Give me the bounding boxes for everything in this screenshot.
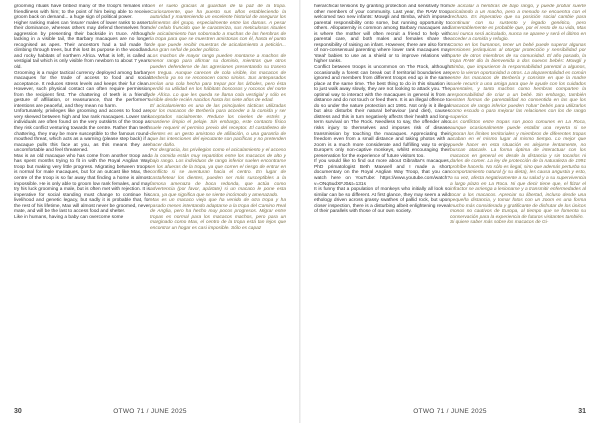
magazine-issue: OTWO 71 / JUNE 2025 [413, 408, 487, 415]
english-paragraph: It is funny that a population of monkeys who initially all look so similar can be so different. At first glance, they may seem a wild ethology driven across grassy swathes of pallid rock, but upon closer inspection, there is a disturbing albeit enlightening reveal of their parallels with those of our own society. [314, 187, 450, 215]
magazine-issue: OTWO 71 / JUNE 2025 [113, 408, 187, 415]
english-column [14, 4, 150, 402]
english-paragraph: grooming rituals have bribed many of the troop's females into friendliness with him; to the point of him being able to receive groom back on demand... a huge sign of political power. [14, 4, 150, 21]
spanish-paragraph: Si quiere saber más sobre los macacos de Gi- [450, 220, 549, 226]
spanish-paragraph: Los machos de mayor rango pueden montarse a machos de menor rango para afirmar su dominio, mientras que otros pueden defenderse de las agresiones presentando su trasero en tregua. Aunque carecen de cola visible, los macacos de Berbería ya no se reconocen como simios. Sus antepasados tenían una cola hecha para trepar por los árboles, pero ésta perdió su utilidad en los hábitats boscosos y rocosos del norte de África. Lo que les queda se llama cola vestigial y sólo es visible desde recién nacidos hasta los siete años de edad. [150, 53, 286, 104]
english-paragraph: Conflict between troops is uncommon on The Rock, although occasionally a forest can break out if territorial boundaries are ignored and members from different troops end up in the same place at the same time. The best thing to do in this situation is to just walk away slowly, they are not looking to attack you. The optimal way to interact with the macaques in general is from a distance and do not touch or feed them. It is an illegal offence to do so under the nature protection act 1991. Not only is it illegal but also disturbs their natural behaviour (and diet), causes distress and this in turn negatively affects their health and long-term survival on The Rock. Needless to say, the offender also risks injury to themselves and imposes risk of disease transmission by touching the macaques. Appreciating their freedom even from a small distance and taking photos with a zoom is a much more considerate and fulfilling way to enjoy Europe's only non-captive monkeys, whilst encouraging their preservation for the experience of future visitors too. [314, 65, 450, 159]
spanish-paragraph: El acicalamiento es una de las principales tácticas utilizadas por los macacos de Berbería para acceder a la comida y ser aceptados socialmente. Reduce los niveles de estrés y mantiene limpio el pelaje. Sin embargo, este contacto físico suele requerir el permiso previo del receptor. El castañeteo de dientes es un gesto amistoso de afiliación, o una garantía de que las intenciones del ejecutante son pacíficas y no pretenden hacer daño. [150, 103, 286, 148]
spanish-paragraph: Como en los humanos, tener un bebé puede superar algunas tensiones jerárquicas al otorgar protección y sensibilidad por parte de otros miembros de su comunidad. El año pasado, la tropa RAW dio la bienvenida a dos nuevos bebés: Mowgli y Bimba, que impusieron la responsabilidad parental a algunos, pero la vieron oportunidad a otros. La aloparentalidad es común entre los macacos de Berbería y consiste en que la madre suele recurrir a una amiga para que le ayude con los cuidados parentales, y tanto machos como hembras comparten la responsabilidad de criar a un bebé. Sin embargo, también existen formas de parentalidad no consentida en las que los macacos de rango inferior pueden 'robar' bebés para utilizarlos como escudo o para mejorar las relaciones con los de rango superior. [450, 42, 586, 120]
right-page [300, 0, 600, 423]
english-paragraph: hierarchical tensions by granting protection and sensitivity from other members of your community. Last year, the RAW troop welcomed two new infants: Mowgli and Bimba, which imposed parental responsibility onto some, but running opportunity to others. Allopaternity is common among Barbary macaques and is where the mother will often recruit a friend to help with parental care, and both males and females share the responsibility of raising an infant. However, there are also forms of non-consensual parenting where lower rank macaques may 'steal' babies to use as a shield or to improve relations with higher ranks. [314, 4, 450, 65]
spanish-paragraph: Max es un macaco viejo que ha venido de otra tropa y ha pasado meses intentando adaptarse a la tropa del Camino Real de Anglia, pero ha hecho muy pocos progresos. Migrar entre tropas es normal para los macacos machos, pero para un marginado como Max, el centro de la tropa está tan lejos que encontrar un hogar es casi imposible. Sólo es capaz [150, 198, 286, 231]
spanish-paragraph: Los conflictos entre tropas son poco comunes en La Roca, aunque ocasionalmente puede estallar una reyerta si se ignoran los límites territoriales y miembros de diferentes tropas acaban en el mismo lugar al mismo tiempo. Lo mejor que puede hacer en esta situación es alejarse lentamente, no buscan atacarle. La forma óptima de interactuar con los macacos en general es desde la distancia y sin tocarlos ni darles de comer. La ley de protección de la naturaleza de 1991 prohíbe hacerlo. No sólo es ilegal, sino que además perturba su comportamiento natural (y su dieta), les causa angustia y esto, a su vez, afecta negativamente a su salud y a su supervivencia a largo plazo en La Roca. Ni que decir tiene que, el ftizar el infractor se arriesga a lesionarse y a transmitir enfermedades al tocar a los macacos. Apreciar su libertad, incluso desde una pequeña distancia, y tomar fotos con un zoom es una forma mucho más considerada y gratificante de disfrutar de los únicos monos no cautivos de Europa, al tiempo que se fomenta su conservación para la experiencia de futuros visitantes también. [450, 120, 586, 220]
page-number: 31 [578, 408, 586, 415]
page-number: 30 [14, 408, 22, 415]
english-paragraph: Unfortunately, privileges like grooming and access to food are very skewed between high and low rank macaques. Lower rank individuals are often found on the very outskirts of the troop as they risk conflict venturing towards the centre. Rather than teeth chattering, they may be more susceptible to the famous round-mouthed threat, which acts as a warning (please step back) if a macaque pulls this face at you, as this means they are uncomfortable and feel threatened. [14, 109, 150, 154]
spanish-column [150, 4, 286, 402]
spanish-paragraph: Por desgracia, los privilegios como el acicalamiento y el acceso a la comida están muy repartidos entre los macacos de alto y bajo rango. Los individuos de rango inferior suelen encontrarse en los afueras de la tropa, ya que corren el riesgo de entrar en conflicto si se aventuran hacia el centro. En lugar de castañetear los dientes, pueden ser más susceptibles a la famosa amenaza de boca redonda, que actúa como advertencia (por favor, apártate) si un macaco le pone esta cara, ya que significa que se siente incómodo y amenazado. [150, 148, 286, 198]
english-paragraph: Max is an old macaque who has come from another troop and has spent months trying to fit in with the Royal Anglian Way troop but making very little progress. Migrating between troops is normal for male macaques, but for an outcast like Max, the centre of the troop is so far away that finding a home is almost impossible. He is only able to groom low rank females, and may try his luck grooming a male, but is often met with rejection. It is imperative for social standing must change to continue his livelihood and genetic legacy, but sadly it is probable that, for the rest of his lifetime, Max will almost never be groomed, never mate, and will be the last to access food and shelter. [14, 153, 150, 215]
spanish-paragraph: en el suelo gracias al guardián de la paz de la tropa. Curiosamente, que ha puesto sus años estableciendo la autoridad y manteniendo un excelente historial de asegurar los alimentos del grupo, especialmente entre las damas. A pesar del cefalo fruncido que le caracteriza, sus meticulosos rituales de acicalamiento han sobornado a muchas de las hembras de la tropa para que se muestren amistosas con él, hasta el punto de que puede recibir muestras de acicalamiento a petición... una gran señal de poder político. [150, 4, 286, 54]
page-footer [0, 407, 300, 417]
english-paragraph: If you would like to find out more about Gibraltar's macaques, PhD primatologist Beth Maxwell and I made a short documentary on the Royal Anglian Way Troop, that you can watch here on YouTube: https://www.youtube.com/watch?v=ONq5udXFJ0&t=131s [314, 159, 450, 187]
english-paragraph: Grooming is a major tactical currency deployed among barbary macaques for the trade of access to food and social acceptance. It reduces stress levels and keeps their fur clean. However, such physical contact can often require permission from the recipient first. The chattering of teeth is a friendly gesture of affiliation, or reassurance, that the performer's intentions are peaceful, and they mean no harm. [14, 70, 150, 109]
english-column [314, 4, 450, 402]
page-footer [300, 407, 600, 417]
spanish-paragraph: de acicalar a hembras de bajo rango, y puede probar suerte acicalando a un macho, pero a menudo se encuentra con el rechazo. Es imperativo que su posición social cambie para continuar con su sustento y legado genético, pero lamentablemente es probable que, por el resto de su vida, Max casi nunca será acicalado, nunca se aparee y será el último en acceder a comida y refugio. [450, 4, 586, 43]
spanish-column [450, 4, 586, 402]
english-paragraph: Higher ranking males can 'insure' males of lower ranks to assert their dominance, whereas others may defend themselves from aggression by presenting their backside in truce. Although lacking in a visible tail, the Barbary macaques are no longer recognised as apes. Their ancestors had a tail made for climbing through trees, but this lost its purpose in the woodland and rocky habitats of northern Africa. What is left, is called a vestigial tail which is only visible from newborn to about 7 years old. [14, 20, 150, 71]
english-paragraph: Like in humans, having a baby can overcome some [14, 214, 124, 220]
